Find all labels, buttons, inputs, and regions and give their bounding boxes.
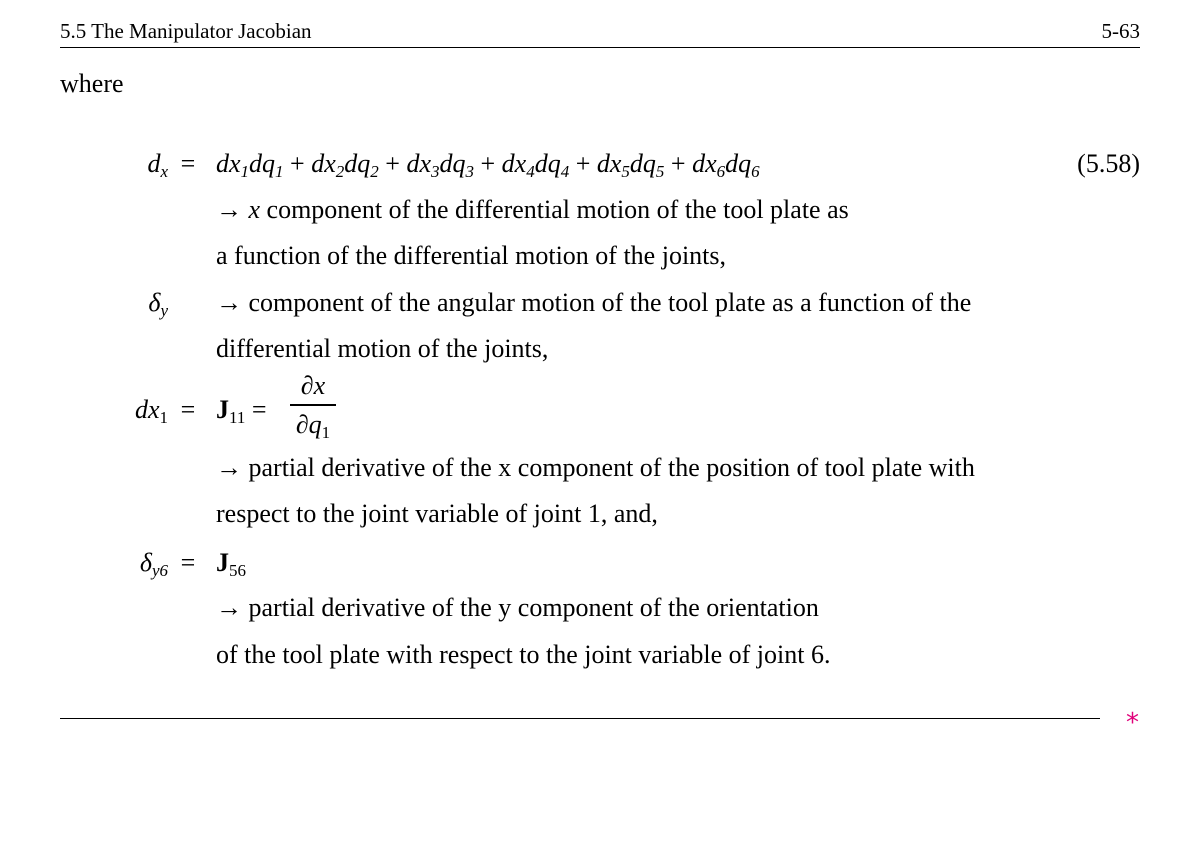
dx1-lhs: $dx_1$ (134, 395, 168, 427)
term-3: $dx_3dq_3$ (406, 149, 474, 181)
fraction-denominator: $\partial q_1$ (295, 410, 331, 442)
term-4: $dx_4dq_4$ (501, 149, 570, 181)
dy6-rhs: $J_{56}$ (216, 548, 246, 580)
eq1-rhs: $dx_1dq_1 + dx_2dq_2 + dx_3dq_3 + dx_4dq_4 + dx_5dq_5 + dx_6dq_6$ (216, 149, 760, 181)
dx1-desc-line2: respect to the joint variable of joint 1, and, (216, 499, 658, 528)
fraction-bar (290, 404, 336, 406)
page-number: 5-63 (1101, 19, 1140, 43)
term-1: $dx_1dq_1$ (216, 149, 284, 181)
eq1-equals: = (180, 149, 196, 178)
dx1-rhs: $J_{11}$ = (216, 395, 267, 427)
eq1-lhs: $d_x$ (147, 149, 168, 181)
dx1-equals: = (180, 395, 196, 424)
term-2: $dx_2dq_2$ (311, 149, 379, 181)
term-6: $dx_6dq_6$ (692, 149, 760, 181)
delta-y-desc-line2: differential motion of the joints, (216, 334, 549, 363)
intro-word: where (60, 69, 124, 98)
desc1-line2: a function of the differential motion of the joints, (216, 241, 727, 270)
delta-y-desc-line1: → component of the angular motion of the tool plate as a function of the (216, 288, 972, 317)
dy6-lhs: $\delta_{y6}$ (139, 548, 168, 580)
dy6-equals: = (180, 548, 196, 577)
dx1-desc-line1: → partial derivative of the x component of the position of tool plate with (216, 453, 975, 482)
section-title: 5.5 The Manipulator Jacobian (60, 19, 312, 43)
fraction-numerator: ∂x (300, 371, 326, 400)
dy6-desc-line1: → partial derivative of the y component of the orientation (216, 593, 819, 622)
dy6-desc-line2: of the tool plate with respect to the joint variable of joint 6. (216, 640, 831, 669)
footer-rule (60, 718, 1100, 719)
desc1-line1: → x component of the differential motion of the tool plate as (216, 195, 849, 224)
equation-number: (5.58) (1077, 149, 1140, 178)
page-header (60, 19, 1140, 48)
term-5: $dx_5dq_5$ (596, 149, 665, 181)
star-marker: * (1126, 708, 1139, 738)
delta-y-symbol: $\delta_y$ (148, 288, 168, 320)
partial-fraction (290, 369, 336, 442)
